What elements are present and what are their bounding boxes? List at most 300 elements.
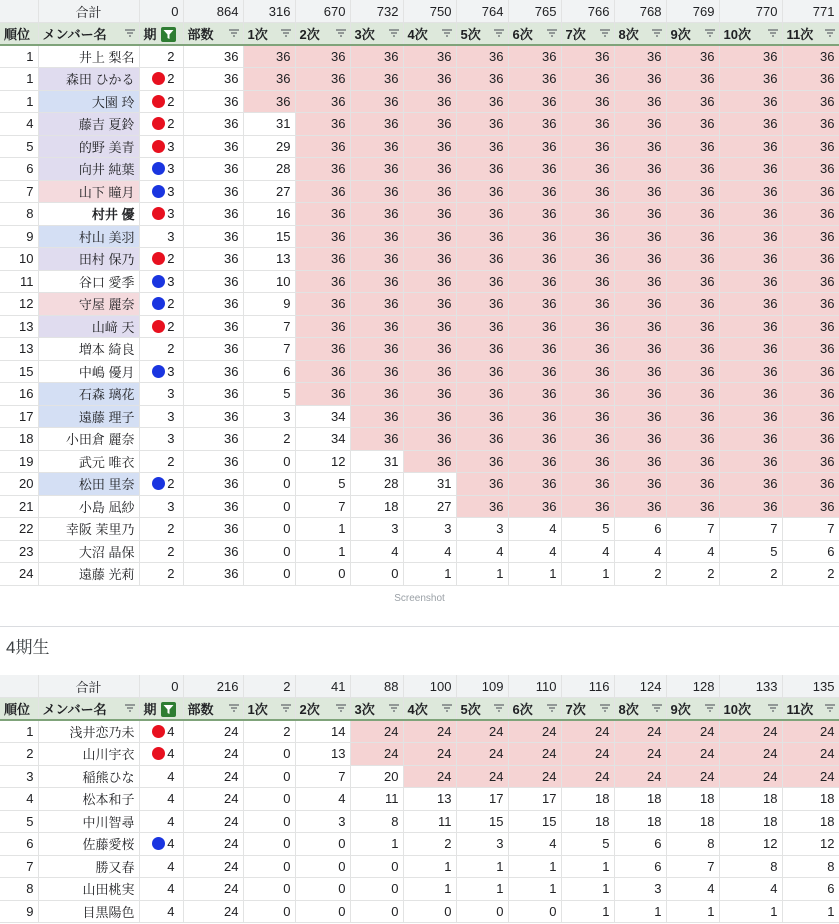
- period-cell: [139, 68, 183, 91]
- copies-cell: 36: [183, 360, 243, 383]
- column-header[interactable]: [243, 698, 295, 721]
- value-cell: 24: [666, 765, 719, 788]
- value-cell: 15: [456, 810, 508, 833]
- value-cell: 0: [243, 518, 295, 541]
- value-cell: 13: [243, 248, 295, 271]
- column-header[interactable]: [782, 23, 839, 46]
- copies-cell: 36: [183, 90, 243, 113]
- filter-lines-icon[interactable]: [600, 29, 610, 37]
- value-cell: 36: [614, 135, 666, 158]
- value-cell: 36: [614, 225, 666, 248]
- filter-lines-icon[interactable]: [825, 704, 835, 712]
- column-header[interactable]: [666, 23, 719, 46]
- column-header[interactable]: [403, 23, 456, 46]
- rank-cell: 3: [0, 765, 38, 788]
- value-cell: 12: [719, 833, 782, 856]
- column-header[interactable]: [614, 23, 666, 46]
- value-cell: 36: [666, 180, 719, 203]
- member-name[interactable]: 田村 保乃: [38, 248, 139, 271]
- period-value: 2: [167, 476, 175, 492]
- filter-lines-icon[interactable]: [229, 704, 239, 712]
- copies-cell: 24: [183, 833, 243, 856]
- funnel-icon[interactable]: [161, 702, 176, 717]
- rank-cell: 19: [0, 450, 38, 473]
- value-cell: 28: [243, 158, 295, 181]
- period-cell: [139, 450, 183, 473]
- rank-cell: 1: [0, 90, 38, 113]
- value-cell: 36: [666, 225, 719, 248]
- value-cell: 36: [614, 360, 666, 383]
- member-name[interactable]: 中川智尋: [38, 810, 139, 833]
- member-name[interactable]: 目黒陽色: [38, 900, 139, 923]
- value-cell: 7: [243, 315, 295, 338]
- period-value: 3: [167, 363, 175, 379]
- member-name[interactable]: 稲熊ひな: [38, 765, 139, 788]
- column-header[interactable]: [0, 698, 38, 721]
- header-row: [0, 698, 839, 721]
- value-cell: 36: [508, 270, 561, 293]
- member-name[interactable]: 山﨑 天: [38, 315, 139, 338]
- column-header[interactable]: [719, 698, 782, 721]
- value-cell: 0: [243, 743, 295, 766]
- period-cell: [139, 743, 183, 766]
- red-dot-icon: [152, 320, 165, 333]
- value-cell: 36: [295, 68, 350, 91]
- value-cell: 36: [508, 68, 561, 91]
- member-name[interactable]: 小田倉 麗奈: [38, 428, 139, 451]
- member-name[interactable]: 浅井恋乃未: [38, 720, 139, 743]
- member-name[interactable]: 松田 里奈: [38, 473, 139, 496]
- filter-lines-icon[interactable]: [825, 29, 835, 37]
- filter-lines-icon[interactable]: [336, 29, 346, 37]
- table-row: [0, 405, 839, 428]
- value-cell: 36: [350, 90, 403, 113]
- member-name[interactable]: 佐藤愛桜: [38, 833, 139, 856]
- copies-cell: 36: [183, 563, 243, 586]
- value-cell: 2: [614, 563, 666, 586]
- value-cell: 36: [614, 180, 666, 203]
- copies-cell: 36: [183, 113, 243, 136]
- value-cell: 24: [403, 765, 456, 788]
- period-value: 3: [167, 273, 175, 289]
- value-cell: 4: [295, 788, 350, 811]
- value-cell: 7: [719, 518, 782, 541]
- filter-lines-icon[interactable]: [600, 704, 610, 712]
- period-value: 2: [167, 341, 175, 357]
- column-header[interactable]: [295, 698, 350, 721]
- value-cell: 36: [403, 68, 456, 91]
- value-cell: 36: [719, 113, 782, 136]
- value-cell: 31: [243, 113, 295, 136]
- value-cell: 1: [350, 833, 403, 856]
- value-cell: 36: [561, 473, 614, 496]
- copies-cell: 36: [183, 428, 243, 451]
- period-value: 4: [167, 813, 175, 829]
- value-cell: 36: [456, 315, 508, 338]
- column-header[interactable]: [350, 23, 403, 46]
- table-row: [0, 518, 839, 541]
- empty-dot: [152, 882, 165, 895]
- summary-cell: 765: [508, 0, 561, 23]
- value-cell: 36: [719, 180, 782, 203]
- value-cell: 36: [295, 113, 350, 136]
- column-header-label: 7次: [565, 27, 586, 42]
- column-header-label: 5次: [460, 27, 481, 42]
- value-cell: 36: [403, 405, 456, 428]
- column-header[interactable]: [243, 23, 295, 46]
- table-row: [0, 293, 839, 316]
- member-name[interactable]: 武元 唯衣: [38, 450, 139, 473]
- value-cell: 36: [508, 293, 561, 316]
- value-cell: 7: [295, 765, 350, 788]
- member-name[interactable]: 遠藤 理子: [38, 405, 139, 428]
- value-cell: 36: [508, 45, 561, 68]
- period-cell: [139, 293, 183, 316]
- column-header[interactable]: [183, 698, 243, 721]
- value-cell: 15: [243, 225, 295, 248]
- value-cell: 24: [614, 720, 666, 743]
- period-cell: [139, 225, 183, 248]
- value-cell: 6: [614, 855, 666, 878]
- value-cell: 36: [456, 405, 508, 428]
- member-name[interactable]: 森田 ひかる: [38, 68, 139, 91]
- summary-row: [0, 675, 839, 698]
- period-value: 4: [167, 881, 175, 897]
- rank-cell: 1: [0, 720, 38, 743]
- summary-cell: 133: [719, 675, 782, 698]
- value-cell: 6: [243, 360, 295, 383]
- filter-lines-icon[interactable]: [281, 704, 291, 712]
- filter-lines-icon[interactable]: [125, 704, 135, 712]
- copies-cell: 36: [183, 450, 243, 473]
- value-cell: 36: [719, 450, 782, 473]
- value-cell: 4: [350, 540, 403, 563]
- value-cell: 36: [561, 135, 614, 158]
- member-name[interactable]: 小島 凪紗: [38, 495, 139, 518]
- table-row: [0, 203, 839, 226]
- period-value: 4: [167, 836, 175, 852]
- column-header-label: 1次: [247, 702, 268, 717]
- value-cell: 4: [614, 540, 666, 563]
- value-cell: 36: [456, 248, 508, 271]
- value-cell: 36: [350, 405, 403, 428]
- filter-lines-icon[interactable]: [768, 704, 778, 712]
- filter-lines-icon[interactable]: [768, 29, 778, 37]
- member-name[interactable]: 藤吉 夏鈴: [38, 113, 139, 136]
- column-header[interactable]: [403, 698, 456, 721]
- value-cell: 0: [350, 563, 403, 586]
- table-row: [0, 225, 839, 248]
- summary-row: [0, 0, 839, 23]
- value-cell: 0: [243, 900, 295, 923]
- value-cell: 36: [508, 90, 561, 113]
- rank-cell: 7: [0, 855, 38, 878]
- value-cell: 7: [243, 338, 295, 361]
- column-header[interactable]: [508, 23, 561, 46]
- filter-lines-icon[interactable]: [389, 704, 399, 712]
- value-cell: 36: [295, 225, 350, 248]
- period-value: 3: [167, 206, 175, 222]
- column-header[interactable]: [350, 698, 403, 721]
- filter-lines-icon[interactable]: [705, 29, 715, 37]
- value-cell: 12: [782, 833, 839, 856]
- value-cell: 36: [782, 405, 839, 428]
- member-name[interactable]: 松本和子: [38, 788, 139, 811]
- value-cell: 36: [782, 495, 839, 518]
- column-header[interactable]: [0, 23, 38, 46]
- value-cell: 36: [403, 270, 456, 293]
- period-cell: [139, 383, 183, 406]
- member-name[interactable]: 村井 優: [38, 203, 139, 226]
- value-cell: 36: [666, 90, 719, 113]
- period-cell: [139, 270, 183, 293]
- value-cell: 36: [456, 203, 508, 226]
- value-cell: 0: [350, 855, 403, 878]
- value-cell: 7: [666, 855, 719, 878]
- value-cell: 36: [614, 113, 666, 136]
- value-cell: 36: [719, 68, 782, 91]
- column-header[interactable]: [666, 698, 719, 721]
- rank-cell: 4: [0, 788, 38, 811]
- filter-lines-icon[interactable]: [547, 704, 557, 712]
- summary-cell: 0: [139, 675, 183, 698]
- value-cell: 18: [614, 810, 666, 833]
- column-header[interactable]: [508, 698, 561, 721]
- column-header[interactable]: [782, 698, 839, 721]
- value-cell: 36: [456, 68, 508, 91]
- filter-lines-icon[interactable]: [229, 29, 239, 37]
- column-header-label: 3次: [354, 27, 375, 42]
- value-cell: 36: [719, 203, 782, 226]
- column-header[interactable]: [183, 23, 243, 46]
- value-cell: 11: [403, 810, 456, 833]
- summary-cell: 670: [295, 0, 350, 23]
- period-value: 2: [167, 49, 175, 64]
- member-name[interactable]: 山川宇衣: [38, 743, 139, 766]
- period-value: 3: [167, 386, 175, 402]
- copies-cell: 24: [183, 900, 243, 923]
- filter-lines-icon[interactable]: [705, 704, 715, 712]
- member-name[interactable]: 遠藤 光莉: [38, 563, 139, 586]
- value-cell: 36: [561, 495, 614, 518]
- member-name[interactable]: 大沼 晶保: [38, 540, 139, 563]
- filter-lines-icon[interactable]: [547, 29, 557, 37]
- value-cell: 36: [782, 158, 839, 181]
- value-cell: 36: [403, 90, 456, 113]
- table-row: [0, 900, 839, 923]
- column-header-label: 6次: [512, 702, 533, 717]
- value-cell: 0: [350, 900, 403, 923]
- column-header[interactable]: [719, 23, 782, 46]
- funnel-icon[interactable]: [161, 27, 176, 42]
- value-cell: 31: [350, 450, 403, 473]
- value-cell: 4: [666, 878, 719, 901]
- value-cell: 1: [719, 900, 782, 923]
- member-name[interactable]: 向井 純葉: [38, 158, 139, 181]
- filter-lines-icon[interactable]: [494, 704, 504, 712]
- value-cell: 5: [243, 383, 295, 406]
- value-cell: 36: [350, 248, 403, 271]
- value-cell: 24: [508, 743, 561, 766]
- column-header[interactable]: [614, 698, 666, 721]
- copies-cell: 24: [183, 788, 243, 811]
- value-cell: 36: [456, 495, 508, 518]
- member-name[interactable]: 大園 玲: [38, 90, 139, 113]
- period-value: 4: [167, 791, 175, 807]
- value-cell: 36: [456, 45, 508, 68]
- value-cell: 7: [782, 518, 839, 541]
- value-cell: 36: [508, 383, 561, 406]
- column-header-label: 7次: [565, 702, 586, 717]
- column-header[interactable]: [139, 23, 183, 46]
- value-cell: 36: [350, 225, 403, 248]
- summary-cell: 135: [782, 675, 839, 698]
- table-row: [0, 180, 839, 203]
- value-cell: 36: [508, 113, 561, 136]
- value-cell: 29: [243, 135, 295, 158]
- column-header[interactable]: [38, 698, 139, 721]
- value-cell: 36: [508, 135, 561, 158]
- column-header[interactable]: [456, 698, 508, 721]
- period-value: 4: [167, 903, 175, 919]
- period-cell: [139, 473, 183, 496]
- rank-cell: 17: [0, 405, 38, 428]
- value-cell: 0: [243, 765, 295, 788]
- value-cell: 36: [614, 68, 666, 91]
- value-cell: 4: [403, 540, 456, 563]
- value-cell: 36: [561, 338, 614, 361]
- period-cell: [139, 495, 183, 518]
- value-cell: 0: [295, 833, 350, 856]
- column-header[interactable]: [561, 23, 614, 46]
- filter-lines-icon[interactable]: [336, 704, 346, 712]
- filter-lines-icon[interactable]: [442, 704, 452, 712]
- member-name[interactable]: 増本 綺良: [38, 338, 139, 361]
- filter-lines-icon[interactable]: [442, 29, 452, 37]
- member-name[interactable]: 村山 美羽: [38, 225, 139, 248]
- rank-cell: 8: [0, 878, 38, 901]
- value-cell: 36: [719, 248, 782, 271]
- copies-cell: 36: [183, 68, 243, 91]
- member-name[interactable]: 中嶋 優月: [38, 360, 139, 383]
- member-name[interactable]: 谷口 愛季: [38, 270, 139, 293]
- table-row: [0, 833, 839, 856]
- rank-cell: 12: [0, 293, 38, 316]
- summary-cell: 864: [183, 0, 243, 23]
- value-cell: 36: [719, 90, 782, 113]
- filter-lines-icon[interactable]: [652, 29, 662, 37]
- filter-lines-icon[interactable]: [125, 29, 135, 37]
- member-name[interactable]: 井上 梨名: [38, 45, 139, 68]
- period-cell: [139, 90, 183, 113]
- value-cell: 36: [719, 158, 782, 181]
- value-cell: 36: [561, 225, 614, 248]
- value-cell: 6: [782, 540, 839, 563]
- table-row: [0, 383, 839, 406]
- period-value: 2: [167, 521, 175, 537]
- value-cell: 36: [350, 45, 403, 68]
- value-cell: 4: [508, 540, 561, 563]
- column-header-label: 順位: [4, 702, 31, 717]
- copies-cell: 36: [183, 338, 243, 361]
- member-name[interactable]: 山下 瞳月: [38, 180, 139, 203]
- value-cell: 36: [614, 450, 666, 473]
- value-cell: 36: [666, 203, 719, 226]
- value-cell: 1: [614, 900, 666, 923]
- period-cell: [139, 338, 183, 361]
- value-cell: 36: [561, 450, 614, 473]
- value-cell: 0: [243, 788, 295, 811]
- value-cell: 36: [614, 293, 666, 316]
- value-cell: 36: [456, 473, 508, 496]
- value-cell: 36: [295, 90, 350, 113]
- blue-dot-icon: [152, 477, 165, 490]
- blue-dot-icon: [152, 837, 165, 850]
- filter-lines-icon[interactable]: [652, 704, 662, 712]
- red-dot-icon: [152, 252, 165, 265]
- copies-cell: 36: [183, 203, 243, 226]
- value-cell: 36: [782, 473, 839, 496]
- blue-dot-icon: [152, 162, 165, 175]
- value-cell: 36: [295, 203, 350, 226]
- value-cell: 36: [561, 428, 614, 451]
- member-name[interactable]: 的野 美青: [38, 135, 139, 158]
- value-cell: 36: [666, 338, 719, 361]
- member-name[interactable]: 勝又春: [38, 855, 139, 878]
- value-cell: 18: [561, 810, 614, 833]
- empty-dot: [152, 792, 165, 805]
- member-name[interactable]: 石森 璃花: [38, 383, 139, 406]
- column-header[interactable]: [38, 23, 139, 46]
- value-cell: 1: [456, 855, 508, 878]
- filter-lines-icon[interactable]: [494, 29, 504, 37]
- value-cell: 36: [614, 270, 666, 293]
- member-name[interactable]: 幸阪 茉里乃: [38, 518, 139, 541]
- period-cell: [139, 855, 183, 878]
- value-cell: 18: [719, 788, 782, 811]
- column-header[interactable]: [456, 23, 508, 46]
- table-row: [0, 45, 839, 68]
- period-value: 3: [167, 498, 175, 514]
- value-cell: 1: [456, 563, 508, 586]
- value-cell: 36: [614, 428, 666, 451]
- value-cell: 12: [295, 450, 350, 473]
- period-value: 4: [167, 746, 175, 762]
- value-cell: 2: [403, 833, 456, 856]
- value-cell: 24: [561, 765, 614, 788]
- column-header[interactable]: [295, 23, 350, 46]
- column-header[interactable]: [139, 698, 183, 721]
- period-cell: [139, 900, 183, 923]
- table-row: [0, 90, 839, 113]
- value-cell: 36: [561, 45, 614, 68]
- filter-lines-icon[interactable]: [389, 29, 399, 37]
- filter-lines-icon[interactable]: [281, 29, 291, 37]
- member-name[interactable]: 山田桃実: [38, 878, 139, 901]
- member-name[interactable]: 守屋 麗奈: [38, 293, 139, 316]
- value-cell: 36: [614, 495, 666, 518]
- value-cell: 6: [614, 518, 666, 541]
- value-cell: 36: [403, 450, 456, 473]
- column-header[interactable]: [561, 698, 614, 721]
- value-cell: 36: [561, 248, 614, 271]
- value-cell: 18: [666, 788, 719, 811]
- value-cell: 36: [719, 405, 782, 428]
- period-cell: [139, 248, 183, 271]
- value-cell: 10: [243, 270, 295, 293]
- value-cell: 24: [508, 720, 561, 743]
- value-cell: 24: [782, 765, 839, 788]
